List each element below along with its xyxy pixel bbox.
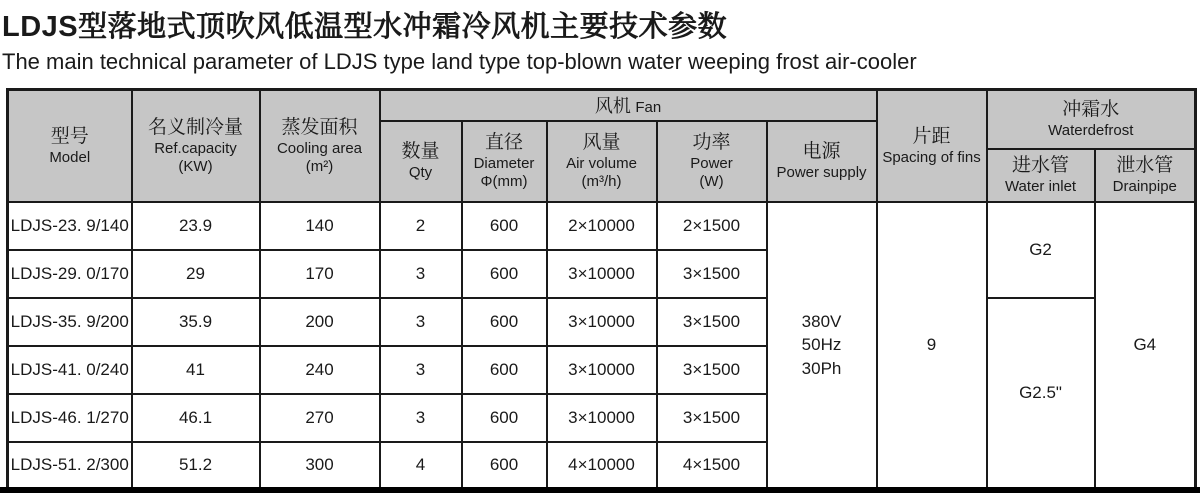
page-title: LDJS型落地式顶吹风低温型水冲霜冷风机主要技术参数 [2, 11, 728, 43]
cell-qty: 3 [380, 394, 462, 442]
header-qty-en: Qty [408, 163, 433, 181]
cell-air-volume: 2×10000 [547, 202, 657, 250]
cell-diameter: 600 [462, 442, 547, 490]
header-cooling-area [260, 90, 380, 202]
header-power-unit: (W) [699, 172, 724, 190]
spec-table [6, 88, 1197, 491]
cell-power: 3×1500 [657, 250, 767, 298]
cell-power: 4×1500 [657, 442, 767, 490]
header-power-supply-zh: 电源 [802, 141, 841, 163]
cell-model: LDJS-23. 9/140 [8, 202, 132, 250]
cell-capacity: 46.1 [132, 394, 260, 442]
header-water-inlet-en: Water inlet [1004, 177, 1077, 195]
cell-water-inlet-top: G2 [987, 202, 1095, 298]
header-drainpipe [1095, 149, 1196, 202]
cell-model: LDJS-46. 1/270 [8, 394, 132, 442]
header-diameter-unit: Φ(mm) [480, 172, 528, 190]
cell-capacity: 41 [132, 346, 260, 394]
header-capacity-en: Ref.capacity [154, 139, 237, 157]
header-fan-group [380, 90, 877, 121]
power-supply-frequency: 50Hz [801, 335, 842, 355]
cell-power-supply [767, 202, 877, 490]
header-model [8, 90, 132, 202]
header-fan-group-zh: 风机 [594, 96, 631, 117]
table-row [8, 202, 1196, 250]
header-power [657, 121, 767, 202]
header-air-volume-unit: (m³/h) [581, 172, 622, 190]
cell-diameter: 600 [462, 202, 547, 250]
header-qty-zh: 数量 [401, 141, 440, 163]
cell-capacity: 23.9 [132, 202, 260, 250]
cell-water-inlet-bottom: G2.5" [987, 298, 1095, 490]
cell-qty: 2 [380, 202, 462, 250]
table-row [8, 298, 1196, 346]
cell-air-volume: 3×10000 [547, 250, 657, 298]
cell-capacity: 35.9 [132, 298, 260, 346]
cell-diameter: 600 [462, 298, 547, 346]
cell-air-volume: 4×10000 [547, 442, 657, 490]
header-fin-spacing [877, 90, 987, 202]
power-supply-voltage: 380V [801, 311, 842, 331]
header-cooling-area-en: Cooling area [276, 139, 363, 157]
header-diameter [462, 121, 547, 202]
cell-power: 3×1500 [657, 346, 767, 394]
header-power-zh: 功率 [692, 132, 731, 154]
cell-area: 200 [260, 298, 380, 346]
cell-capacity: 29 [132, 250, 260, 298]
cell-area: 240 [260, 346, 380, 394]
header-capacity [132, 90, 260, 202]
cell-power: 2×1500 [657, 202, 767, 250]
cell-model: LDJS-41. 0/240 [8, 346, 132, 394]
cell-qty: 3 [380, 298, 462, 346]
header-power-supply-en: Power supply [776, 163, 867, 181]
cell-power: 3×1500 [657, 394, 767, 442]
cell-air-volume: 3×10000 [547, 394, 657, 442]
cell-air-volume: 3×10000 [547, 298, 657, 346]
header-cooling-area-unit: (m²) [305, 157, 334, 175]
header-power-supply [767, 121, 877, 202]
cell-qty: 3 [380, 250, 462, 298]
header-model-en: Model [49, 148, 91, 166]
header-capacity-zh: 名义制冷量 [147, 116, 243, 138]
header-diameter-zh: 直径 [484, 132, 523, 154]
cell-drainpipe: G4 [1095, 202, 1196, 490]
cell-air-volume: 3×10000 [547, 346, 657, 394]
header-power-en: Power [690, 154, 733, 172]
cell-diameter: 600 [462, 394, 547, 442]
cell-qty: 3 [380, 346, 462, 394]
cell-model: LDJS-51. 2/300 [8, 442, 132, 490]
header-capacity-unit: (KW) [178, 157, 213, 175]
cell-power: 3×1500 [657, 298, 767, 346]
cell-model: LDJS-35. 9/200 [8, 298, 132, 346]
header-fin-spacing-zh: 片距 [912, 125, 951, 147]
header-qty [380, 121, 462, 202]
power-supply-phase: 30Ph [801, 359, 842, 379]
cell-fin-spacing: 9 [877, 202, 987, 490]
cell-model: LDJS-29. 0/170 [8, 250, 132, 298]
page-subtitle: The main technical parameter of LDJS type land type top-blown water weeping frost air-cooler [2, 49, 917, 74]
header-water-inlet-zh: 进水管 [1012, 155, 1070, 177]
cell-qty: 4 [380, 442, 462, 490]
table-bottom-rule [0, 487, 1200, 493]
header-fin-spacing-en: Spacing of fins [882, 148, 981, 166]
header-air-volume-zh: 风量 [582, 132, 621, 154]
header-diameter-en: Diameter [473, 154, 535, 172]
cell-capacity: 51.2 [132, 442, 260, 490]
header-water-defrost-zh: 冲霜水 [1062, 99, 1120, 121]
cell-area: 140 [260, 202, 380, 250]
header-air-volume [547, 121, 657, 202]
cell-diameter: 600 [462, 250, 547, 298]
header-air-volume-en: Air volume [566, 154, 637, 172]
header-model-zh: 型号 [50, 125, 89, 147]
header-fan-group-en: Fan [635, 99, 662, 117]
header-water-inlet [987, 149, 1095, 202]
cell-area: 300 [260, 442, 380, 490]
header-water-defrost-en: Waterdefrost [1048, 122, 1134, 140]
cell-area: 270 [260, 394, 380, 442]
header-water-defrost-group [987, 90, 1196, 149]
header-cooling-area-zh: 蒸发面积 [281, 116, 358, 138]
cell-area: 170 [260, 250, 380, 298]
cell-diameter: 600 [462, 346, 547, 394]
header-drainpipe-zh: 泄水管 [1116, 155, 1174, 177]
header-drainpipe-en: Drainpipe [1112, 177, 1177, 195]
